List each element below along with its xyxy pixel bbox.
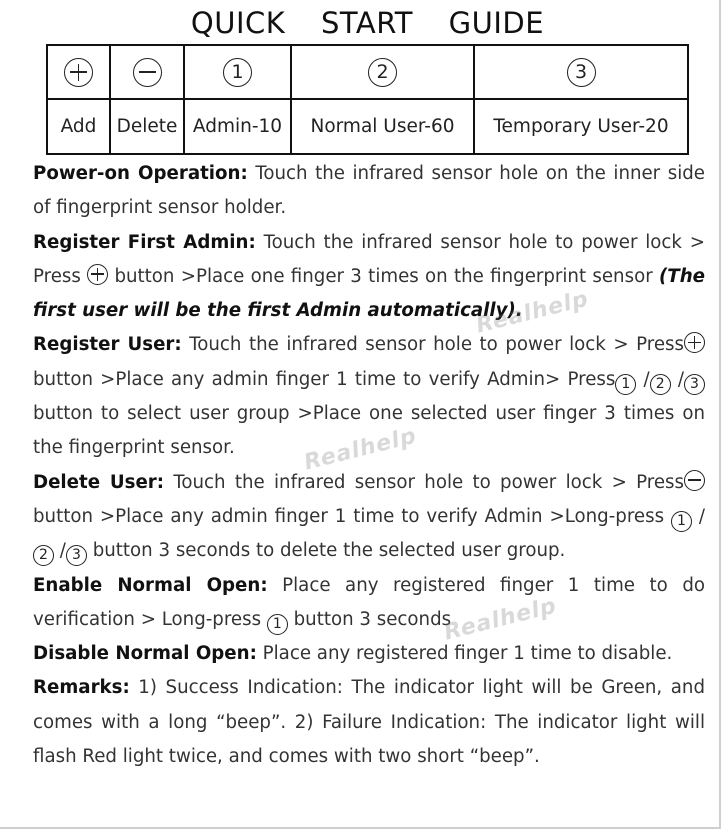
- watermark: Realhelp: [301, 423, 420, 476]
- text-enable-open-a: Place any registered finger 1 time to do verification > Long-press: [33, 574, 705, 630]
- heading-enable-normal-open: Enable Normal Open:: [33, 574, 268, 596]
- instructions: [33, 157, 705, 774]
- label-temporary-user: Temporary User-20: [474, 99, 688, 154]
- circled-three-icon: 3: [66, 545, 87, 566]
- text-delete-user-b: button >Place any admin finger 1 time to verify Admin >Long-press: [33, 505, 671, 527]
- circled-one-icon: 1: [267, 614, 288, 635]
- text-register-user-c: button to select user group >Place one selected user finger 3 times on the fingerprint sensor.: [33, 403, 705, 459]
- label-admin: Admin-10: [184, 99, 291, 154]
- cell-normal-icon: [291, 45, 474, 99]
- watermark: Realhelp: [441, 593, 560, 646]
- text-register-admin-b: button >Place one finger 3 times on the fingerprint sensor: [108, 265, 659, 287]
- note-first-admin: (The first user will be the first Admin automatically).: [33, 265, 705, 322]
- text-register-admin-a: Touch the infrared sensor hole to power lock > Press: [33, 231, 705, 287]
- minus-circle-icon: [684, 470, 705, 491]
- cell-add-icon: [47, 45, 110, 99]
- cell-temp-icon: [474, 45, 688, 99]
- heading-delete-user: Delete User:: [33, 471, 165, 493]
- circled-one-icon: 1: [223, 58, 252, 87]
- icon-row: [47, 45, 688, 99]
- section-enable-normal-open: [33, 569, 705, 638]
- minus-circle-icon: [133, 58, 162, 87]
- separator: /: [636, 368, 650, 390]
- text-remarks: 1) Success Indication: The indicator light will be Green, and comes with a long “beep”. 2) Failure Indication: The indicator light will flash Red light twice, and comes with two short “beep”.: [33, 677, 705, 768]
- heading-register-user: Register User:: [33, 334, 182, 356]
- section-disable-normal-open: [33, 637, 705, 671]
- section-remarks: [33, 671, 705, 774]
- circled-three-icon: 3: [567, 58, 596, 87]
- section-register-admin: [33, 226, 705, 329]
- circled-two-icon: 2: [368, 58, 397, 87]
- text-disable-open: Place any registered finger 1 time to disable.: [256, 643, 673, 665]
- separator: /: [670, 368, 684, 390]
- text-register-user-a: Touch the infrared sensor hole to power lock > Press: [181, 334, 684, 356]
- cell-admin-icon: [184, 45, 291, 99]
- text-delete-user-a: Touch the infrared sensor hole to power lock > Press: [164, 471, 684, 493]
- separator: /: [54, 540, 66, 562]
- circled-one-icon: 1: [671, 511, 692, 532]
- circled-one-icon: 1: [615, 374, 636, 395]
- page-title: QUICK START GUIDE: [190, 6, 545, 40]
- heading-register-admin: Register First Admin:: [33, 231, 256, 253]
- section-delete-user: [33, 466, 705, 569]
- circled-two-icon: 2: [33, 545, 54, 566]
- circled-three-icon: 3: [684, 374, 705, 395]
- plus-circle-icon: [64, 58, 93, 87]
- heading-remarks: Remarks:: [33, 677, 130, 699]
- watermark: Realhelp: [473, 286, 592, 339]
- section-power-on: [33, 157, 705, 226]
- text-enable-open-b: button 3 seconds: [287, 608, 452, 630]
- separator: /: [691, 505, 705, 527]
- plus-circle-icon: [87, 264, 108, 285]
- cell-delete-icon: [110, 45, 184, 99]
- label-normal-user: Normal User-60: [291, 99, 474, 154]
- label-add: Add: [47, 99, 110, 154]
- label-row: [47, 99, 688, 154]
- plus-circle-icon: [684, 332, 705, 353]
- text-power-on: Touch the infrared sensor hole on the inner side of fingerprint sensor holder.: [33, 163, 705, 219]
- text-register-user-b: button >Place any admin finger 1 time to verify Admin> Press: [33, 368, 616, 390]
- heading-disable-normal-open: Disable Normal Open:: [33, 643, 257, 665]
- circled-two-icon: 2: [650, 374, 671, 395]
- button-guide-table: [46, 44, 689, 155]
- label-delete: Delete: [110, 99, 184, 154]
- heading-power-on: Power-on Operation:: [33, 163, 248, 184]
- text-delete-user-c: button 3 seconds to delete the selected user group.: [86, 540, 566, 562]
